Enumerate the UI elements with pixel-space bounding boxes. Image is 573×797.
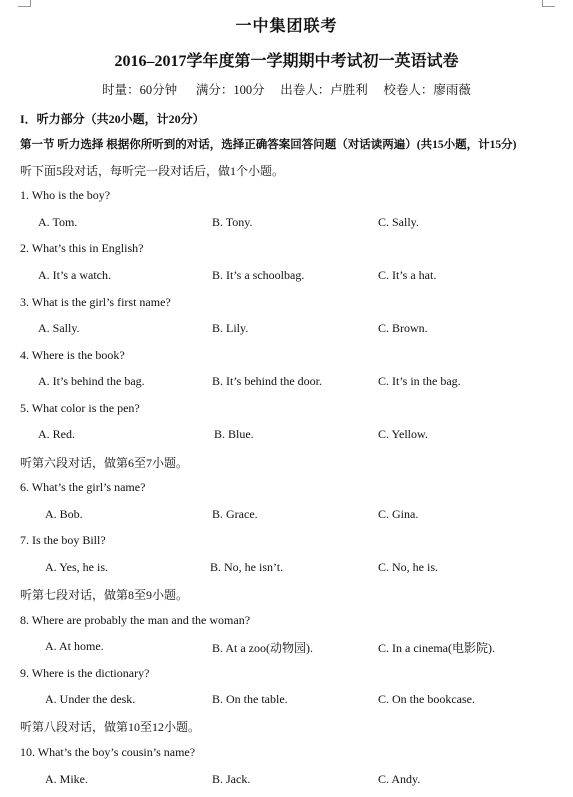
option-c: C. Sally.	[378, 215, 419, 229]
option-c: C. Brown.	[378, 321, 428, 335]
margin-corner-mark-right	[542, 0, 555, 7]
option-b: B. Blue.	[214, 427, 254, 441]
option-c: C. Yellow.	[378, 427, 428, 441]
question-text: 5. What color is the pen?	[20, 401, 140, 415]
option-a: A. It’s a watch.	[38, 268, 111, 282]
exam-info-line: 时量：60分钟 满分：100分 出卷人：卢胜利 校卷人：廖雨薇	[102, 83, 471, 97]
option-b: B. It’s behind the door.	[212, 374, 322, 388]
option-c: C. In a cinema(电影院).	[378, 641, 495, 655]
instruction-text: 听第八段对话，做第10至12小题。	[20, 720, 201, 734]
option-c: C. Andy.	[378, 772, 421, 786]
option-b: B. On the table.	[212, 692, 288, 706]
option-a: A. It’s behind the bag.	[38, 374, 145, 388]
question-text: 3. What is the girl’s first name?	[20, 295, 171, 309]
question-text: 6. What’s the girl’s name?	[20, 480, 146, 494]
option-a: A. Under the desk.	[45, 692, 136, 706]
option-b: B. Tony.	[212, 215, 253, 229]
option-a: A. Tom.	[38, 215, 78, 229]
option-c: C. Gina.	[378, 507, 419, 521]
question-text: 2. What’s this in English?	[20, 241, 144, 255]
question-text: 9. Where is the dictionary?	[20, 666, 150, 680]
instruction-text: 听第七段对话，做第8至9小题。	[20, 588, 189, 602]
option-b: B. Jack.	[212, 772, 251, 786]
question-text: 8. Where are probably the man and the woman?	[20, 613, 251, 627]
option-b: B. Lily.	[212, 321, 249, 335]
option-b: B. No, he isn’t.	[210, 560, 284, 574]
option-a: A. At home.	[45, 639, 104, 653]
option-c: C. No, he is.	[378, 560, 438, 574]
option-b: B. It’s a schoolbag.	[212, 268, 305, 282]
option-c: C. On the bookcase.	[378, 692, 475, 706]
exam-title: 2016–2017学年度第一学期期中考试初一英语试卷	[114, 53, 459, 70]
option-a: A. Sally.	[38, 321, 80, 335]
question-text: 7. Is the boy Bill?	[20, 533, 106, 547]
option-b: B. At a zoo(动物园).	[212, 641, 313, 655]
option-a: A. Yes, he is.	[45, 560, 109, 574]
instruction-text: 听下面5段对话，每听完一段对话后，做1个小题。	[20, 164, 285, 178]
question-text: 10. What’s the boy’s cousin’s name?	[20, 745, 196, 759]
instruction-text: 听第六段对话，做第6至7小题。	[20, 456, 189, 470]
option-c: C. It’s a hat.	[378, 268, 437, 282]
option-c: C. It’s in the bag.	[378, 374, 461, 388]
section-title: 第一节 听力选择 根据你所听到的对话，选择正确答案回答问题（对话读两遍）(共15小题，计15分)	[20, 139, 517, 151]
option-a: A. Bob.	[45, 507, 83, 521]
part-title: I．听力部分（共20小题，计20分）	[20, 112, 205, 126]
option-a: A. Mike.	[45, 772, 88, 786]
school-title: 一中集团联考	[235, 18, 338, 35]
question-text: 1. Who is the boy?	[20, 188, 111, 202]
margin-corner-mark-left	[18, 0, 31, 7]
option-b: B. Grace.	[212, 507, 258, 521]
option-a: A. Red.	[38, 427, 75, 441]
question-text: 4. Where is the book?	[20, 348, 125, 362]
